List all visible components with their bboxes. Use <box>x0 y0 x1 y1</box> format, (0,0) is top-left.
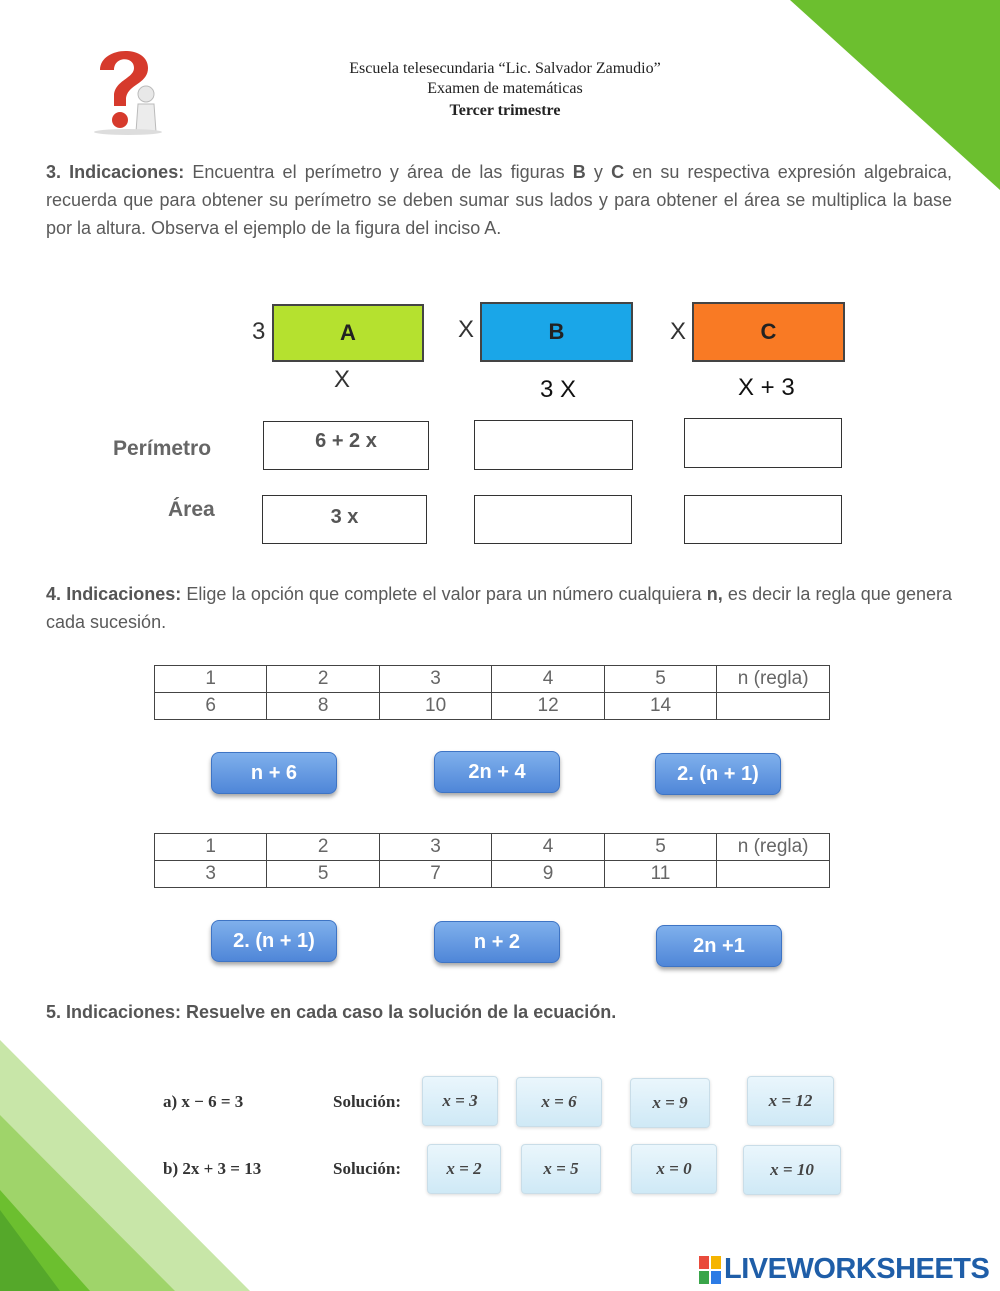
perimeter-a-box: 6 + 2 x <box>263 421 429 470</box>
table-cell: 11 <box>604 861 717 888</box>
table-cell: 2 <box>267 834 379 861</box>
sequence-table-1 <box>154 665 830 720</box>
q3-y: y <box>585 162 612 182</box>
equation-b: b) 2x + 3 = 13 <box>163 1159 262 1178</box>
shape-b: B <box>480 302 633 362</box>
option-n-plus-2-button[interactable]: n + 2 <box>434 921 560 963</box>
question-mark-figure-icon <box>88 40 168 136</box>
table-cell: 4 <box>492 666 604 693</box>
q4-number: 4. Indicaciones: <box>46 584 182 604</box>
option-n-plus-6-button[interactable]: n + 6 <box>211 752 337 794</box>
table-cell: 2 <box>267 666 379 693</box>
q3-b: B <box>572 162 586 182</box>
liveworksheets-logo-icon <box>699 1256 721 1284</box>
table-row <box>155 693 830 720</box>
shape-c-height: X <box>670 318 687 345</box>
table-cell: 12 <box>492 693 604 720</box>
q3-instructions <box>46 158 952 242</box>
table-cell: 8 <box>267 693 379 720</box>
option-b-x-5[interactable]: x = 5 <box>521 1144 601 1194</box>
table-cell: 3 <box>379 666 491 693</box>
solution-label-a: Solución: <box>333 1092 402 1111</box>
shape-a: A <box>272 304 424 362</box>
option-a-x-12[interactable]: x = 12 <box>747 1076 834 1126</box>
area-b-input[interactable] <box>474 495 632 544</box>
table-cell: 6 <box>155 693 267 720</box>
area-label: Área <box>168 498 215 521</box>
table-cell: 5 <box>267 861 379 888</box>
equation-a: a) x − 6 = 3 <box>163 1092 244 1111</box>
perimeter-c-input[interactable] <box>684 418 842 468</box>
option-2-n-plus-1-button-b[interactable]: 2. (n + 1) <box>211 920 337 962</box>
shape-a-height: 3 <box>252 318 266 345</box>
area-c-input[interactable] <box>684 495 842 544</box>
rule-drop-target-1[interactable] <box>717 693 830 720</box>
option-a-x-6[interactable]: x = 6 <box>516 1077 602 1127</box>
table-cell: 5 <box>604 666 716 693</box>
table-cell: 14 <box>604 693 716 720</box>
q4-instructions <box>46 580 952 636</box>
table-cell: 1 <box>155 834 267 861</box>
option-2-n-plus-1-button[interactable]: 2. (n + 1) <box>655 753 781 795</box>
table-row <box>155 834 830 861</box>
q4-n: n, <box>706 584 723 604</box>
liveworksheets-brand: LIVEWORKSHEETS <box>724 1253 990 1285</box>
shape-b-height: X <box>458 316 475 343</box>
q5-instructions: 5. Indicaciones: Resuelve en cada caso la solución de la ecuación. <box>46 1002 617 1022</box>
table-cell: 9 <box>492 861 604 888</box>
table-cell: 3 <box>155 861 267 888</box>
q3-c: C <box>611 162 625 182</box>
q4-text1: Elige la opción que complete el valor para un número cualquiera <box>181 584 707 604</box>
shape-b-base: 3 X <box>540 376 577 403</box>
table-cell: 7 <box>379 861 491 888</box>
option-2n-plus-1-button[interactable]: 2n +1 <box>656 925 782 967</box>
table-cell: 5 <box>604 834 717 861</box>
school-name: Escuela telesecundaria “Lic. Salvador Zamudio” <box>349 60 661 77</box>
option-a-x-3[interactable]: x = 3 <box>422 1076 498 1126</box>
option-a-x-9[interactable]: x = 9 <box>630 1078 710 1128</box>
shape-a-base: X <box>334 366 351 393</box>
q3-text1: Encuentra el perímetro y área de las figuras <box>184 162 573 182</box>
area-a-box: 3 x <box>262 495 427 544</box>
perimeter-b-input[interactable] <box>474 420 633 470</box>
solution-label-b: Solución: <box>333 1159 402 1178</box>
q4-text2: es decir la regla que genera cada sucesión. <box>46 584 952 632</box>
option-b-x-0[interactable]: x = 0 <box>631 1144 717 1194</box>
option-2n-plus-4-button[interactable]: 2n + 4 <box>434 751 560 793</box>
shape-c-base: X + 3 <box>738 374 795 401</box>
term-title: Tercer trimestre <box>449 102 561 119</box>
table-cell: 10 <box>379 693 491 720</box>
table-cell: 1 <box>155 666 267 693</box>
q3-number: 3. Indicaciones: <box>46 162 185 182</box>
table-cell: 3 <box>379 834 491 861</box>
table-row <box>155 666 830 693</box>
exam-title: Examen de matemáticas <box>427 80 583 97</box>
q3-text2: en su respectiva expresión algebraica, recuerda que para obtener su perímetro se deben sumar sus lados y para obtener el área se multiplica la base por la altura. Observa el ejemplo de la figura del inciso A. <box>46 162 952 238</box>
table-cell: 4 <box>492 834 604 861</box>
option-b-x-2[interactable]: x = 2 <box>427 1144 501 1194</box>
table-cell: n (regla) <box>717 834 830 861</box>
rule-drop-target-2[interactable] <box>717 861 830 888</box>
table-row <box>155 861 830 888</box>
shape-c: C <box>692 302 845 362</box>
perimeter-label: Perímetro <box>113 437 212 460</box>
option-b-x-10[interactable]: x = 10 <box>743 1145 841 1195</box>
sequence-table-2 <box>154 833 830 888</box>
table-cell: n (regla) <box>717 666 830 693</box>
